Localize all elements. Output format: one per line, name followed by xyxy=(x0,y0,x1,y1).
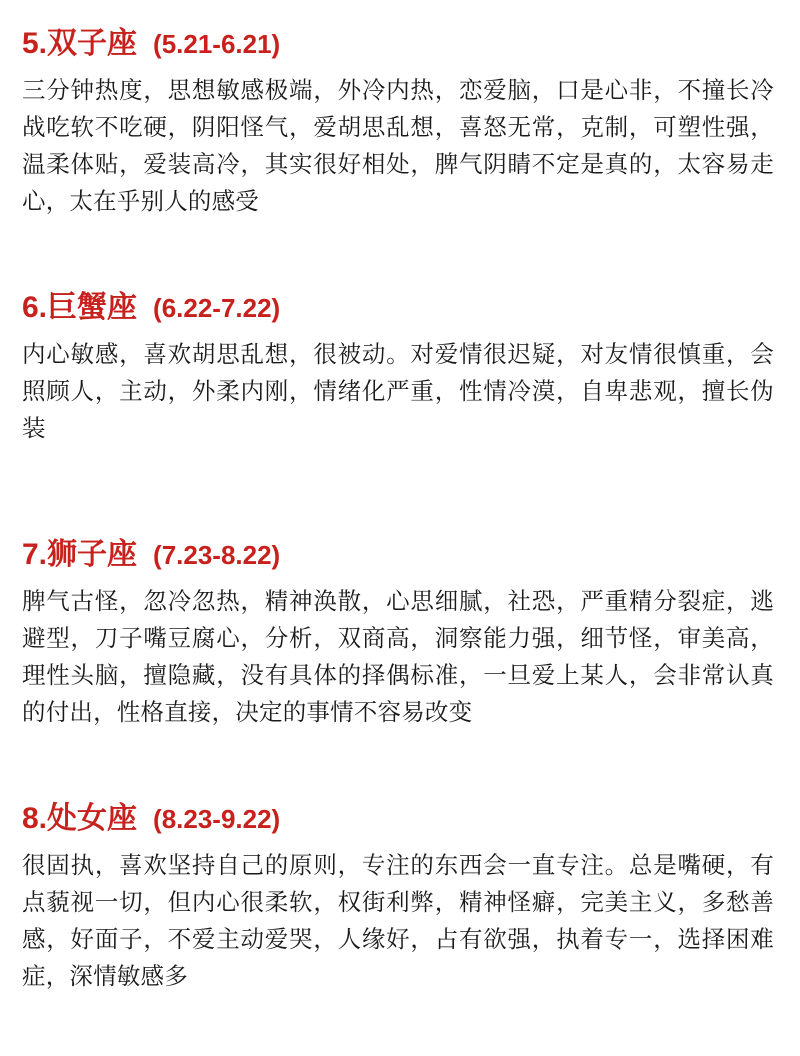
zodiac-description: 脾气古怪，忽冷忽热，精神涣散，心思细腻，社恐，严重精分裂症，逃避型，刀子嘴豆腐心，分析，双商高，洞察能力强，细节怪，审美高，理性头脑，擅隐藏，没有具体的择偶标准，一旦爱上某人，会非常认真的付出，性格直接，决定的事情不容易改变 xyxy=(22,588,774,725)
zodiac-date-range: (8.23-9.22) xyxy=(153,804,281,834)
zodiac-entry-leo xyxy=(22,529,774,731)
entry-heading xyxy=(22,529,774,573)
zodiac-date-range: (5.21-6.21) xyxy=(153,29,281,59)
zodiac-date-range: (6.22-7.22) xyxy=(153,293,281,323)
zodiac-sign-title: 5.双子座 xyxy=(22,27,138,60)
zodiac-sign-title: 6.巨蟹座 xyxy=(22,291,138,324)
zodiac-description: 三分钟热度，思想敏感极端，外冷内热，恋爱脑，口是心非，不撞长冷战吃软不吃硬，阴阳怪气，爱胡思乱想，喜怒无常，克制，可塑性强，温柔体贴，爱装高冷，其实很好相处，脾气阴睛不定是真的，太容易走心，太在乎别人的感受 xyxy=(22,77,774,214)
zodiac-sign-title: 8.处女座 xyxy=(22,802,138,835)
zodiac-entry-gemini xyxy=(22,18,774,220)
zodiac-entry-virgo xyxy=(22,793,774,995)
zodiac-sign-title: 7.狮子座 xyxy=(22,538,138,571)
entry-heading xyxy=(22,18,774,62)
zodiac-entry-cancer xyxy=(22,282,774,447)
zodiac-description: 内心敏感，喜欢胡思乱想，很被动。对爱情很迟疑，对友情很慎重，会照顾人，主动，外柔内刚，情绪化严重，性情冷漠，自卑悲观，擅长伪装 xyxy=(22,341,774,441)
entry-heading xyxy=(22,282,774,326)
zodiac-date-range: (7.23-8.22) xyxy=(153,540,281,570)
entry-heading xyxy=(22,793,774,837)
zodiac-description: 很固执，喜欢坚持自己的原则，专注的东西会一直专注。总是嘴硬，有点藐视一切，但内心很柔软，权街利弊，精神怪癖，完美主义，多愁善感，好面子，不爱主动爱哭，人缘好，占有欲强，执着专一，选择困难症，深情敏感多 xyxy=(22,852,774,989)
